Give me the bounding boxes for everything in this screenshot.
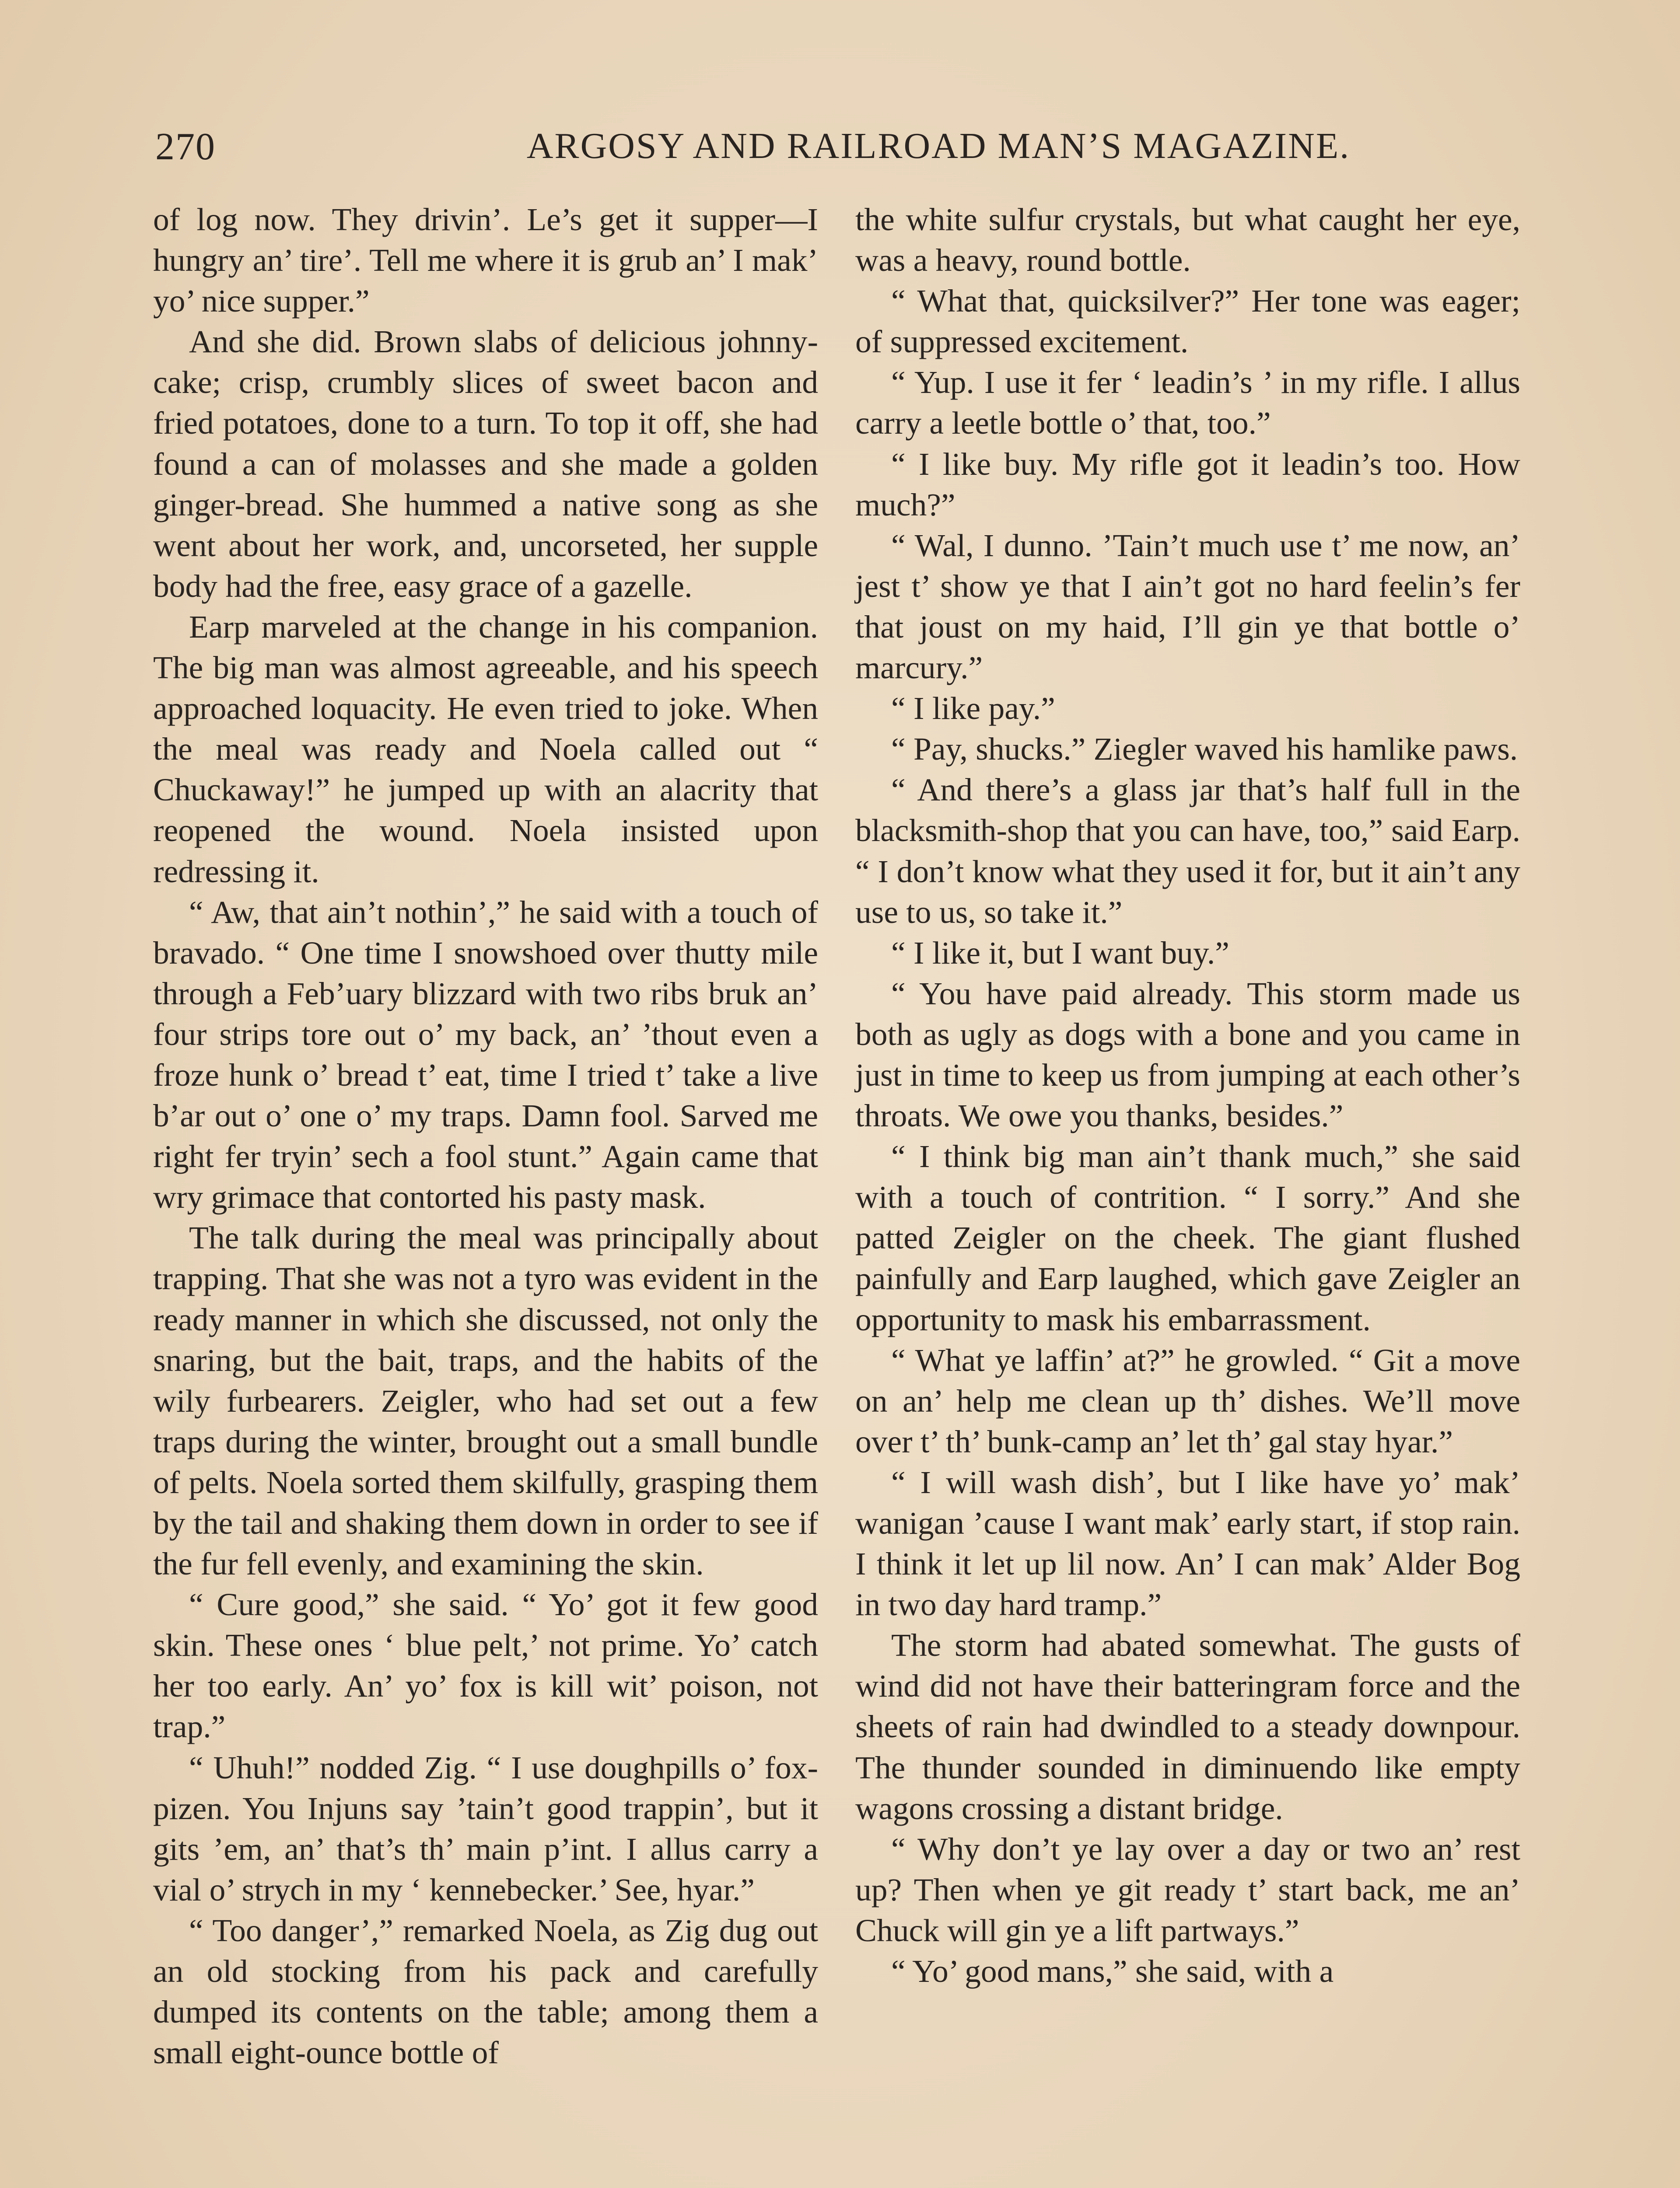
paragraph: “ Aw, that ain’t nothin’,” he said with a touch of bravado. “ One time I snowshoed over thutty mile through a Feb’uary blizzard with two ribs bruk an’ four strips tore out o’ my back, an’ ’thout even a froze hunk o’ bread t’ eat, time I tried t’ take a live b’ar out o’ one o’ my traps. Damn fool. Sarved me right fer tryin’ sech a fool stunt.” Again came that wry grimace that contorted his pasty mask. <box>153 894 818 1215</box>
paragraph: “ Cure good,” she said. “ Yo’ got it few good skin. These ones ‘ blue pelt,’ not prime. Yo’ catch her too early. An’ yo’ fox is kill wit’ poison, not trap.” <box>153 1587 818 1745</box>
page-header <box>155 125 1525 182</box>
paragraph: “ And there’s a glass jar that’s half full in the blacksmith-shop that you can have, too,” said Earp. “ I don’t know what they used it for, but it ain’t any use to us, so take it.” <box>855 772 1520 930</box>
paragraph: the white sulfur crystals, but what caught her eye, was a heavy, round bottle. <box>855 202 1520 278</box>
paragraph: “ Pay, shucks.” Ziegler waved his hamlike paws. <box>891 731 1518 767</box>
paragraph: “ I think big man ain’t thank much,” she said with a touch of contrition. “ I sorry.” And she patted Zeigler on the cheek. The giant flushed painfully and Earp laughed, which gave Zeigler an opportunity to mask his embarrassment. <box>855 1139 1520 1337</box>
paragraph: “ I will wash dish’, but I like have yo’ mak’ wanigan ’cause I want mak’ early start, if stop rain. I think it let up lil now. An’ I can mak’ Alder Bog in two day hard tramp.” <box>855 1464 1520 1623</box>
paragraph: Earp marveled at the change in his companion. The big man was almost agreeable, and his speech approached loquacity. He even tried to joke. When the meal was ready and Noela called out “ Chuckaway!” he jumped up with an alacrity that reopened the wound. Noela insisted upon redressing it. <box>153 609 818 889</box>
right-text-column <box>855 199 1520 2188</box>
paragraph: And she did. Brown slabs of delicious johnny-cake; crisp, crumbly slices of sweet bacon and fried potatoes, done to a turn. To top it off, she had found a can of molasses and she made a golden ginger-bread. She hummed a native song as she went about her work, and, uncorseted, her supple body had the free, easy grace of a gazelle. <box>153 324 818 604</box>
paragraph: “ Too danger’,” remarked Noela, as Zig dug out an old stocking from his pack and carefully dumped its contents on the table; among them a small eight-ounce bottle of <box>153 1912 818 2071</box>
paragraph: “ Yo’ good mans,” she said, with a <box>891 1953 1334 1989</box>
paragraph: “ I like it, but I want buy.” <box>891 935 1229 971</box>
left-text-column <box>153 199 818 2188</box>
paragraph: “ Why don’t ye lay over a day or two an’ rest up? Then when ye git ready t’ start back, me an’ Chuck will gin ye a lift partways.” <box>855 1831 1520 1948</box>
paragraph: “ I like buy. My rifle got it leadin’s too. How much?” <box>855 446 1520 522</box>
page-number: 270 <box>155 126 216 168</box>
paragraph: “ What that, quicksilver?” Her tone was eager; of suppressed excitement. <box>855 283 1520 360</box>
paragraph: “ Yup. I use it fer ‘ leadin’s ’ in my rifle. I allus carry a leetle bottle o’ that, too.” <box>855 365 1520 441</box>
paragraph: “ You have paid already. This storm made us both as ugly as dogs with a bone and you came in just in time to keep us from jumping at each other’s throats. We owe you thanks, besides.” <box>855 975 1520 1134</box>
paragraph: The talk during the meal was principally about trapping. That she was not a tyro was evident in the ready manner in which she discussed, not only the snaring, but the bait, traps, and the habits of the wily furbearers. Zeigler, who had set out a few traps during the winter, brought out a small bundle of pelts. Noela sorted them skilfully, grasping them by the tail and shaking them down in order to see if the fur fell evenly, and examining the skin. <box>153 1220 818 1582</box>
paragraph: “ Wal, I dunno. ’Tain’t much use t’ me now, an’ jest t’ show ye that I ain’t got no hard feelin’s fer that joust on my haid, I’ll gin ye that bottle o’ marcury.” <box>855 527 1520 686</box>
paragraph: of log now. They drivin’. Le’s get it supper—I hungry an’ tire’. Tell me where it is grub an’ I mak’ yo’ nice supper.” <box>153 202 818 319</box>
paragraph: The storm had abated somewhat. The gusts of wind did not have their batteringram force and the sheets of rain had dwindled to a steady downpour. The thunder sounded in diminuendo like empty wagons crossing a distant bridge. <box>855 1627 1520 1826</box>
paragraph: “ Uhuh!” nodded Zig. “ I use doughpills o’ fox-pizen. You Injuns say ’tain’t good trappin’, but it gits ’em, an’ that’s th’ main p’int. I allus carry a vial o’ strych in my ‘ kennebecker.’ See, hyar.” <box>153 1750 818 1907</box>
paragraph: “ I like pay.” <box>891 691 1055 726</box>
running-title: ARGOSY AND RAILROAD MAN’S MAGAZINE. <box>526 126 1351 166</box>
paragraph: “ What ye laffin’ at?” he growled. “ Git a move on an’ help me clean up th’ dishes. We’ll move over t’ th’ bunk-camp an’ let th’ gal stay hyar.” <box>855 1342 1520 1459</box>
